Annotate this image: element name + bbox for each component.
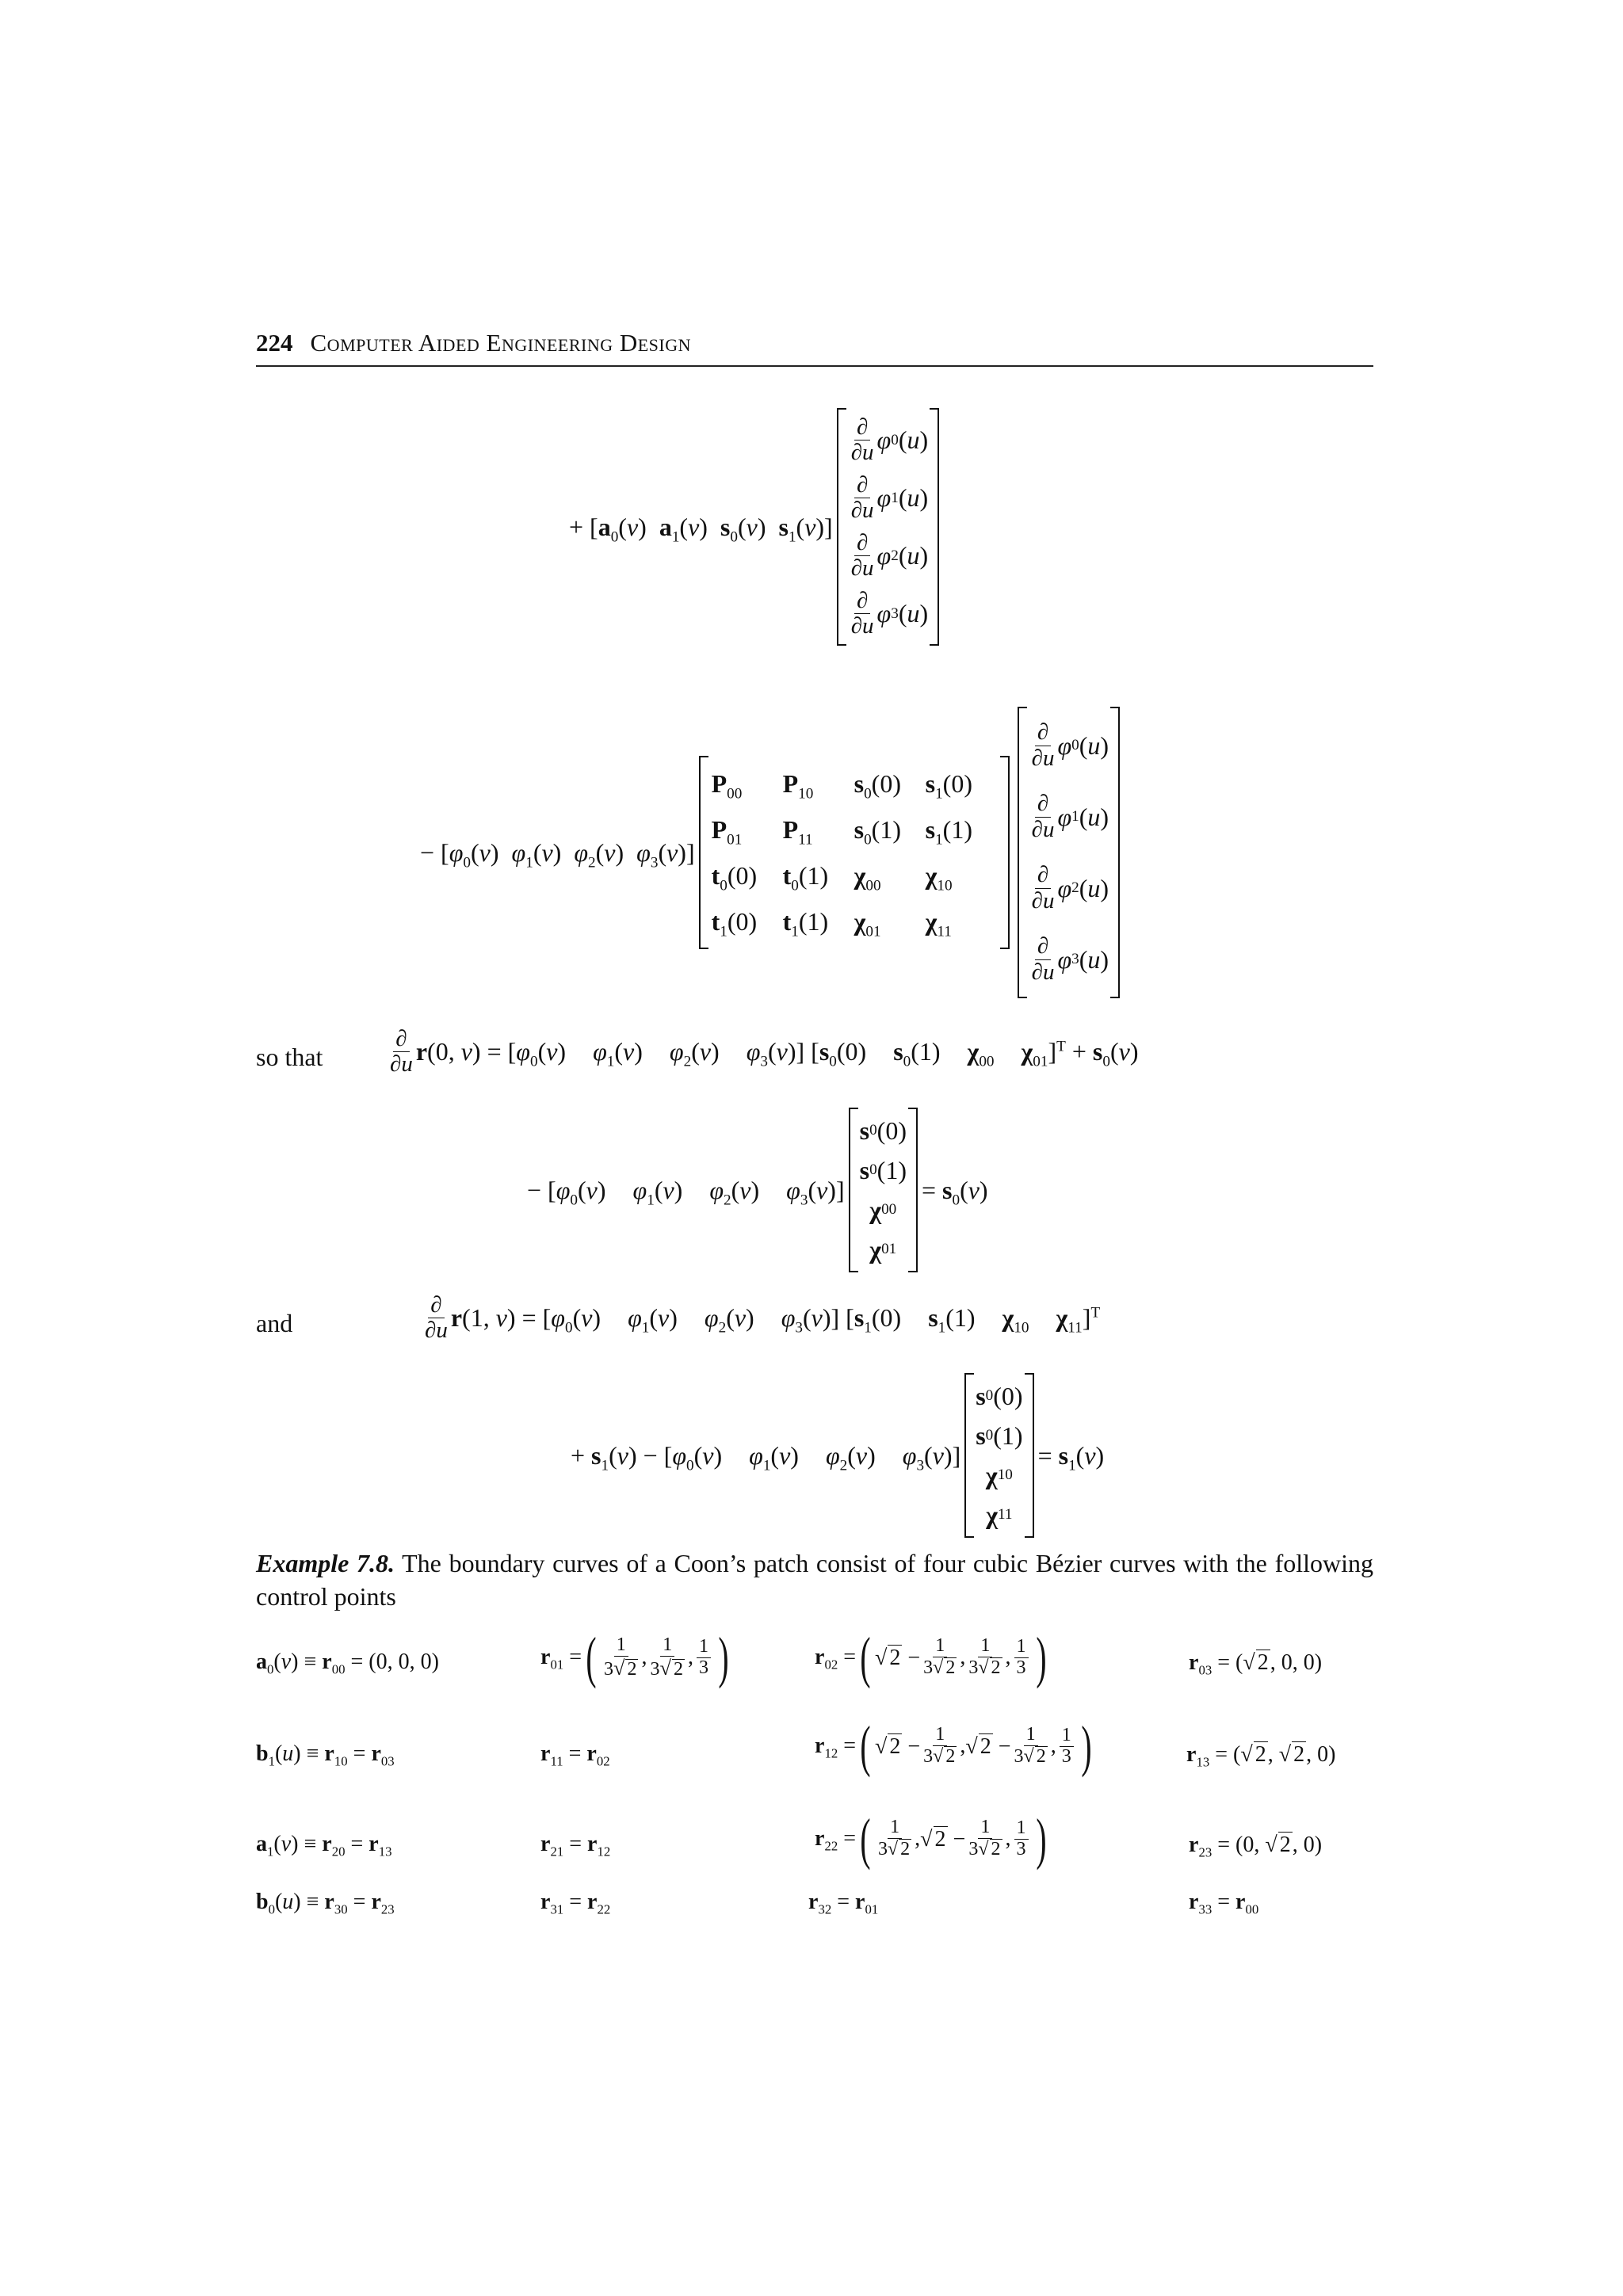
control-point-a0: $a_0(v) \equiv r_{00} = (0$, 0, 0) — [256, 1650, 439, 1677]
equation-2: − [$\varphi_0(v)$ $\varphi_1(v)$ $\varphi_2(v)$ $\varphi_3(v)$] $P_{00}$ $P_{10}$ $s_0(0)$ $s_1(0)$ $P_{01}$ $P_{11}$ $s_0(1)$ $s_1(1)$ $t_0(0)$ $t_0(1)$ $\chi_{00}$ $\chi_{10}$ $t_1(0)$ $t_1(1)$ $\chi_{01}$ $\chi_{11}$ $\frac{\partial}{\partial u}$ φ 0 ( u ) $\frac{\partial}{\partial u}$ φ 1 ( u ) $\frac{\partial}{\partial u}$ φ 2 ( u ) $\frac{\partial}{\partial u}$ φ 3 ( u ) — [420, 707, 1124, 998]
equation-6: + $s_1(v) - [\varphi_0(v)$ $\varphi_1(v)$ $\varphi_2(v)$ $\varphi_3(v)$] s 0 (0) s 0 (1) χ 10 χ 11 = $s_1(v)$ — [571, 1373, 1104, 1538]
control-point-r11: $r_{11} = r_{02}$ — [540, 1741, 610, 1769]
control-point-r02: $r_{02}$ = ( √ 2 − $\frac{1}{3√ 2}$ , $\frac{1}{3√ 2}$ , $\frac{1}{3}$ ) — [815, 1626, 1047, 1689]
control-point-r23: $r_{23} = (0$, √ 2, 0) — [1189, 1833, 1323, 1860]
control-point-b1: $b_1(u) \equiv r_{10} = r_{03}$ — [256, 1741, 395, 1769]
equation-1: + [$a_0(v)$ $a_1(v)$ $s_0(v)$ $s_1(v)$] $\frac{\partial}{\partial u}$ φ 0 ( u ) $\frac{\partial}{\partial u}$ φ 1 ( u ) $\frac{\partial}{\partial u}$ φ 2 ( u ) $\frac{\partial}{\partial u}$ φ 3 ( u ) — [569, 408, 943, 646]
control-point-r33: $r_{33} = r_{00}$ — [1189, 1890, 1259, 1917]
equation-4: − [$\varphi_0(v)$ $\varphi_1(v)$ $\varphi_2(v)$ $\varphi_3(v)$] s 0 (0) s 0 (1) χ 00 χ 01 = $s_0(v)$ — [527, 1108, 988, 1272]
control-point-r32: $r_{32} = r_{01}$ — [808, 1890, 879, 1917]
control-point-r21: $r_{21} = r_{12}$ — [540, 1832, 611, 1859]
equation-3: $\frac{\partial}{\partial u}$ r(0, $v) = [\varphi_0(v)$ $\varphi_1(v)$ $\varphi_2(v)$ $\varphi_3(v)$] [$s_0(0)$ $s_0(1)$ $\chi_{00}$ $\chi_{01}]^T + s_0(v)$ — [390, 1026, 1139, 1077]
basis-derivative-vector: $\frac{\partial}{\partial u}$ φ 0 ( u ) $\frac{\partial}{\partial u}$ φ 1 ( u ) $\frac{\partial}{\partial u}$ φ 2 ( u ) $\frac{\partial}{\partial u}$ φ 3 ( u ) — [837, 408, 939, 646]
so-that-label: so that — [256, 1043, 323, 1071]
boundary-data-matrix: $P_{00}$ $P_{10}$ $s_0(0)$ $s_1(0)$ $P_{01}$ $P_{11}$ $s_0(1)$ $s_1(1)$ $t_0(0)$ $t_0(1)$ $\chi_{00}$ $\chi_{10}$ $t_1(0)$ $t_1(1)$ $\chi_{01}$ $\chi_{11}$ — [699, 756, 1010, 949]
control-point-b0: $b_0(u) \equiv r_{30} = r_{23}$ — [256, 1890, 395, 1917]
basis-derivative-vector-2: $\frac{\partial}{\partial u}$ φ 0 ( u ) $\frac{\partial}{\partial u}$ φ 1 ( u ) $\frac{\partial}{\partial u}$ φ 2 ( u ) $\frac{\partial}{\partial u}$ φ 3 ( u ) — [1018, 707, 1120, 998]
and-label: and — [256, 1309, 293, 1337]
control-point-a1: $a_1(v) \equiv r_{20} = r_{13}$ — [256, 1832, 392, 1859]
column-vector-s1: s 0 (0) s 0 (1) χ 10 χ 11 — [964, 1373, 1033, 1538]
example-text: The boundary curves of a Coon’s patch consist of four cubic Bézier curves with the following control points — [256, 1549, 1373, 1611]
control-point-r12: $r_{12}$ = ( √ 2 − $\frac{1}{3√ 2}$ , √ 2 − $\frac{1}{3√ 2}$ , $\frac{1}{3}$ ) — [815, 1714, 1092, 1778]
control-point-r31: $r_{31} = r_{22}$ — [540, 1890, 611, 1917]
example-label: Example 7.8. — [256, 1549, 395, 1577]
equation-5: $\frac{\partial}{\partial u}$ r(1, $v) = [\varphi_0(v)$ $\varphi_1(v)$ $\varphi_2(v)$ $\varphi_3(v)$] [$s_1(0)$ $s_1(1)$ $\chi_{10}$ $\chi_{11}]^T$ — [425, 1292, 1101, 1344]
running-header — [256, 329, 1373, 367]
control-point-r13: $r_{13}$ = (√ 2, √ 2, 0) — [1186, 1742, 1336, 1770]
control-point-r01: $r_{01}$ = ( $\frac{1}{3√ 2}$ , $\frac{1}{3√ 2}$ , $\frac{1}{3}$ ) — [540, 1626, 729, 1689]
page-number: 224 — [256, 329, 293, 357]
control-point-r03: $r_{03}$ = (√ 2, 0, 0) — [1189, 1650, 1323, 1678]
column-vector-s0: s 0 (0) s 0 (1) χ 00 χ 01 — [849, 1108, 918, 1272]
book-title: Computer Aided Engineering Design — [310, 329, 692, 357]
control-point-r22: $r_{22}$ = ( $\frac{1}{3√ 2}$ , √ 2 − $\frac{1}{3√ 2}$ , $\frac{1}{3}$ ) — [815, 1807, 1047, 1871]
example-paragraph — [256, 1547, 1373, 1613]
